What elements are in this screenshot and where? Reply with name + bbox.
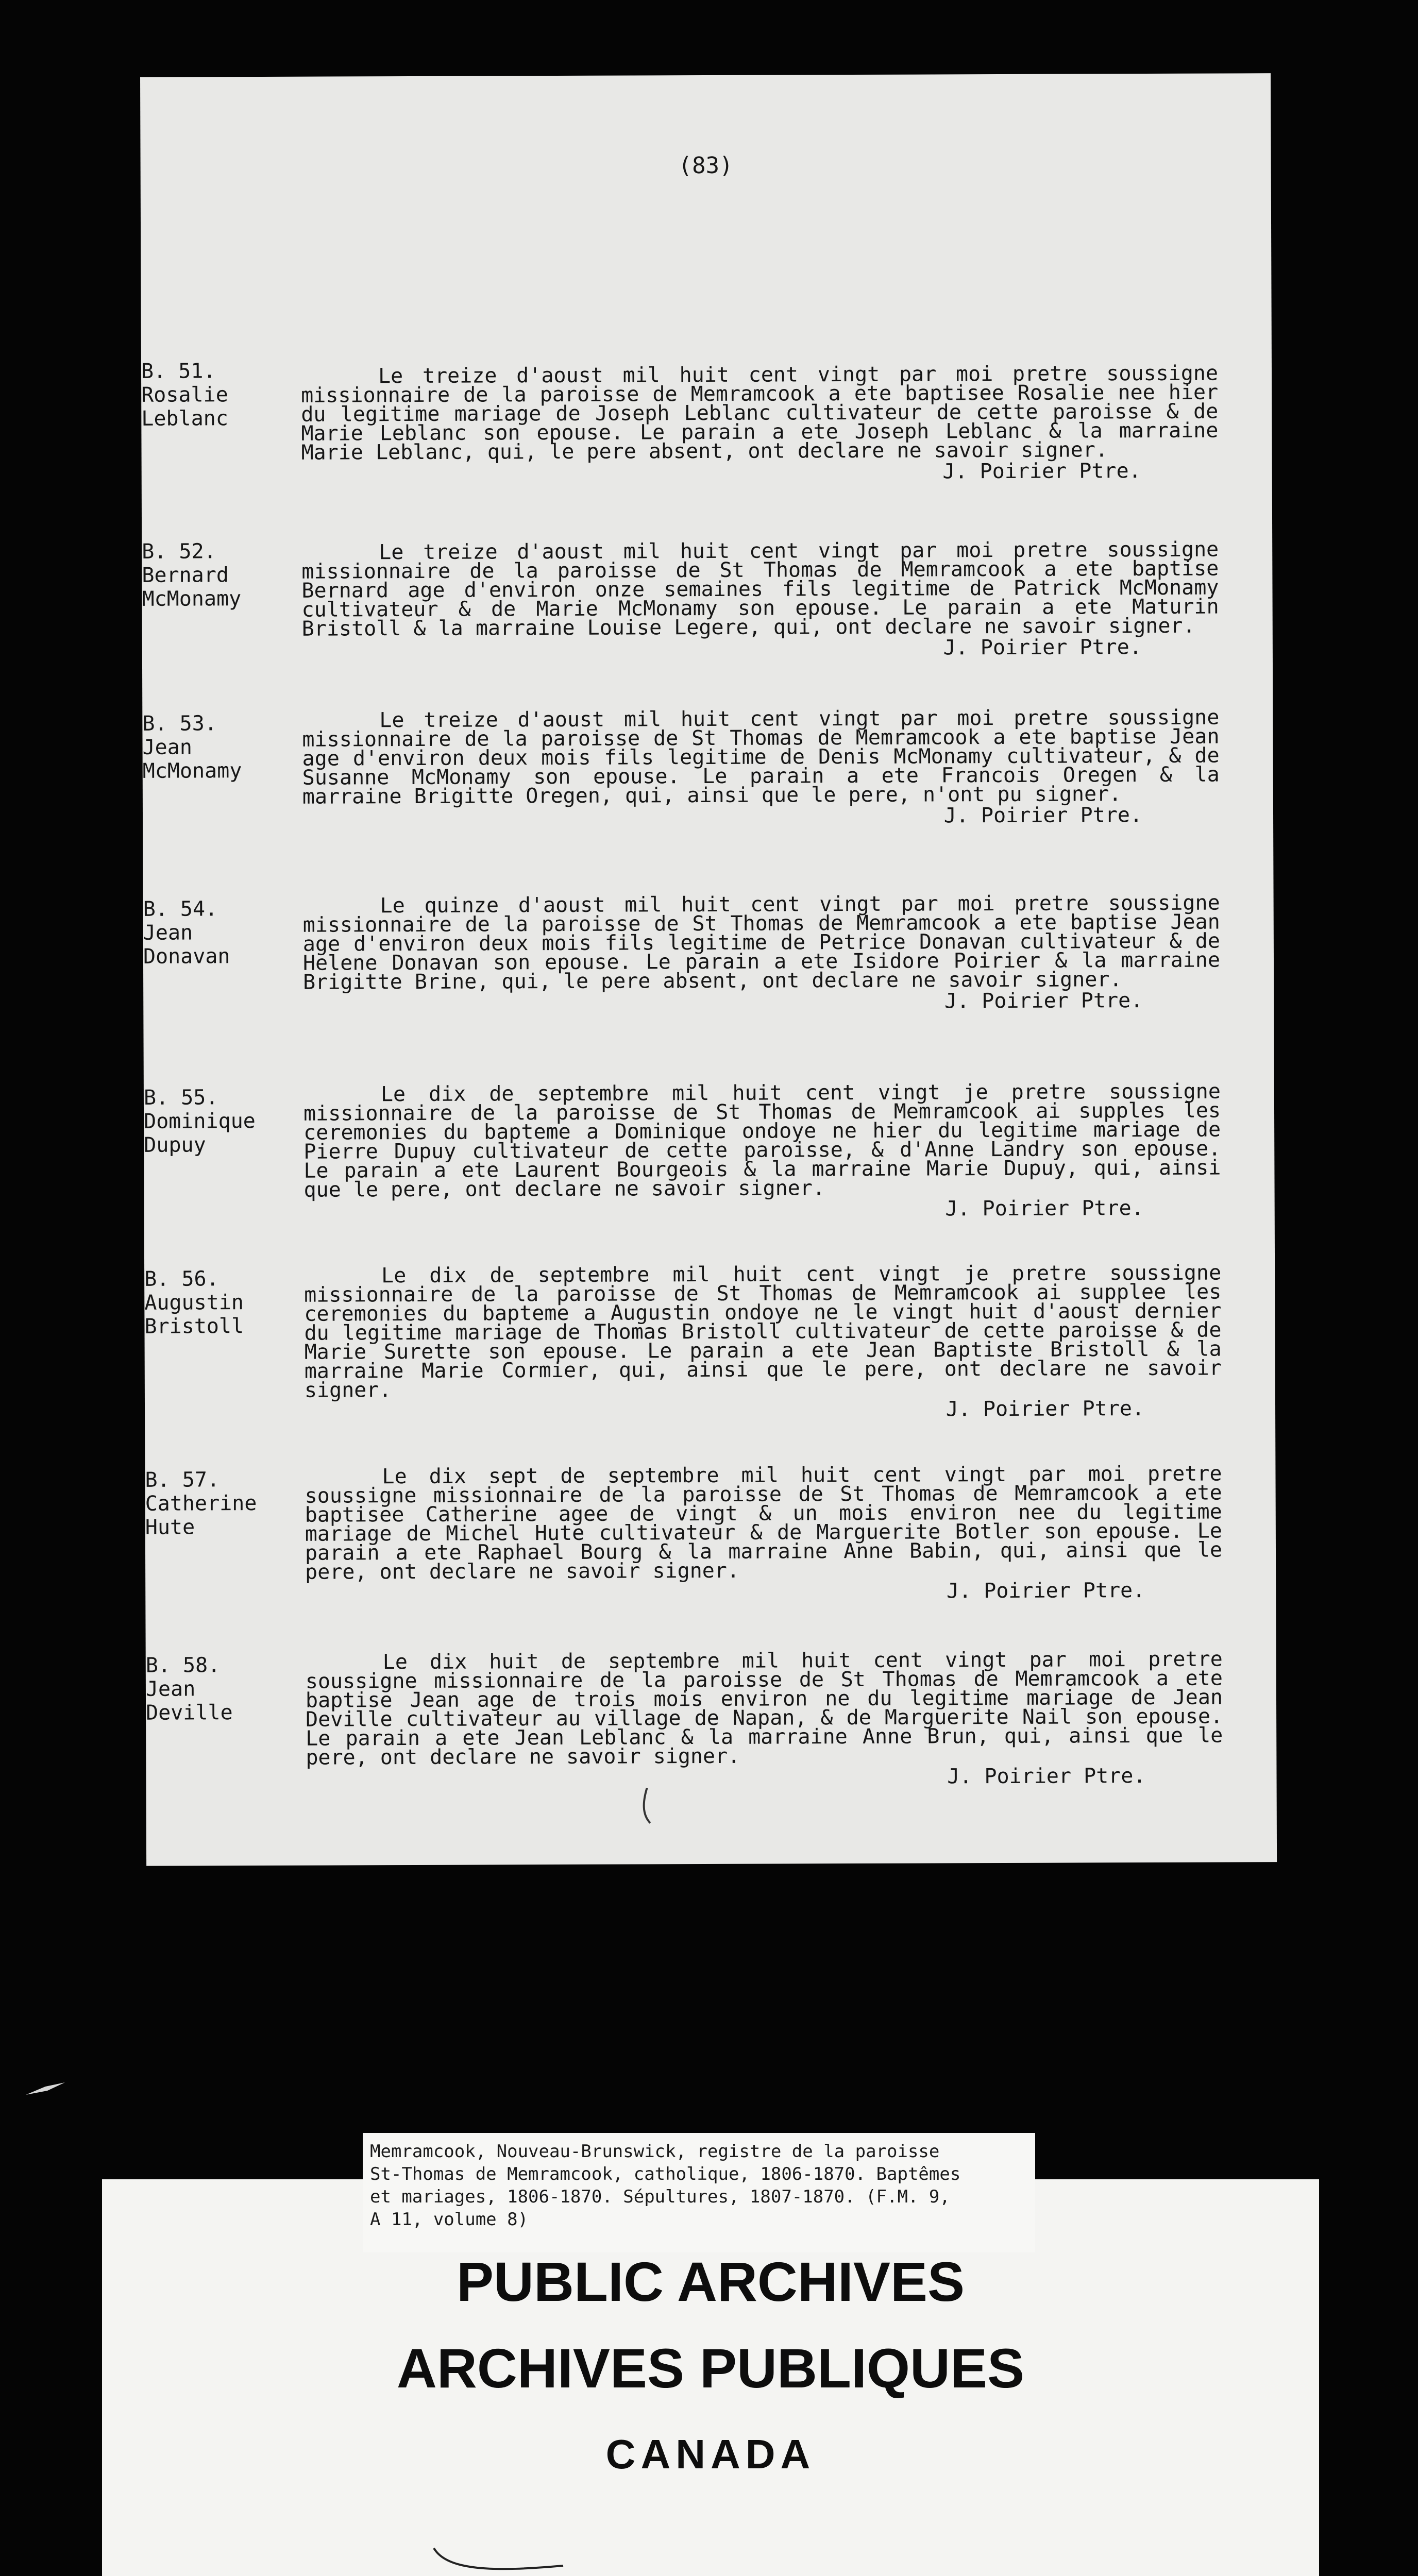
stray-mark [25, 2081, 66, 2097]
priest-signature: J. Poirier Ptre. [945, 1196, 1144, 1221]
baptism-record [145, 1462, 1275, 1603]
baptism-record [142, 705, 1273, 828]
baptism-record [143, 891, 1274, 1013]
record-margin-id: B. 58. [145, 1653, 221, 1677]
record-text: Le dix huit de septembre mil huit cent vingt par moi pretre soussigne missionnaire de la paroisse de St Thomas de Memramcook a ete baptise Jean age de trois mois environ ne du legitime mariage de Jean Deville cultivateur au village de Napan, & de Marguerite Nail son epouse. Le parain a ete Jean Leblanc & la marraine Anne Brun, qui, ainsi que le pere, ont declare ne savoir signer. [305, 1647, 1223, 1770]
label-line: A 11, volume 8) [370, 2209, 529, 2230]
record-text: Le treize d'aoust mil huit cent vingt par moi pretre soussigne missionnaire de la paroisse de Memramcook a ete baptisee Rosalie nee hier du legitime mariage de Joseph Leblanc cultivateur de cette paroisse & de Marie Leblanc son epouse. Le parain a ete Joseph Leblanc & la marraine Marie Leblanc, qui, le pere absent, ont declare ne savoir signer. [301, 361, 1219, 465]
record-margin-id: B. 57. [145, 1468, 220, 1492]
record-margin-name: Jean Deville [145, 1677, 233, 1725]
record-margin-id: B. 53. [142, 711, 217, 736]
record-margin-name: Jean Donavan [143, 921, 230, 969]
page-number: (83) [678, 152, 733, 179]
label-line: Memramcook, Nouveau-Brunswick, registre de la paroisse [370, 2141, 940, 2162]
priest-signature: J. Poirier Ptre. [947, 1764, 1146, 1789]
priest-signature: J. Poirier Ptre. [942, 459, 1141, 484]
archive-country: CANADA [605, 2431, 816, 2477]
baptism-record [141, 355, 1272, 484]
record-margin-id: B. 55. [143, 1086, 218, 1110]
baptism-record [145, 1647, 1276, 1789]
priest-signature: J. Poirier Ptre. [946, 1579, 1145, 1603]
record-body [303, 1079, 1221, 1221]
pen-stroke-mark [636, 1786, 656, 1827]
label-line: et mariages, 1806-1870. Sépultures, 1807-1870. (F.M. 9, [370, 2187, 950, 2207]
baptism-record [143, 1079, 1274, 1221]
record-body [302, 891, 1221, 1013]
record-body [301, 361, 1219, 484]
register-page [140, 73, 1277, 1866]
record-margin-id: B. 51. [141, 359, 216, 383]
priest-signature: J. Poirier Ptre. [943, 803, 1143, 828]
record-margin-name: Bernard McMonamy [142, 563, 242, 611]
record-margin-name: Jean McMonamy [142, 735, 242, 783]
card-pen-mark [432, 2545, 566, 2576]
record-margin-id: B. 52. [142, 539, 216, 564]
record-text: Le dix de septembre mil huit cent vingt je pretre soussigne missionnaire de la paroisse de St Thomas de Memramcook ai supplee les ceremonies du bapteme a Augustin ondoye ne le vingt huit d'aoust dernier du legitime mariage de Thomas Bristoll cultivateur de cette paroisse & de Marie Surette son epouse. Le parain a ete Jean Baptiste Bristoll & la marraine Marie Cormier, qui, ainsi que le pere, ont declare ne savoir signer. [304, 1261, 1222, 1402]
record-body [304, 1261, 1222, 1421]
record-margin-name: Augustin Bristoll [144, 1291, 244, 1338]
baptism-record [142, 536, 1272, 660]
record-text: Le dix sept de septembre mil huit cent vingt par moi pretre soussigne missionnaire de la paroisse de St Thomas de Memramcook a ete baptisee Catherine agee de vingt & un mois environ nee du legitime mariage de Michel Hute cultivateur & de Marguerite Botler son epouse. Le parain a ete Raphael Bourg & la marraine Anne Babin, qui, ainsi que le pere, ont declare ne savoir signer. [305, 1462, 1223, 1584]
record-margin-id: B. 54. [143, 897, 218, 921]
record-text: Le treize d'aoust mil huit cent vingt par moi pretre soussigne missionnaire de la paroisse de St Thomas de Memramcook a ete baptise Bernard age d'environ onze semaines fils legitime de Patrick McMonamy cultivateur & de Marie McMonamy son epouse. Le parain a ete Maturin Bristoll & la marraine Louise Legere, qui, ont declare ne savoir signer. [301, 537, 1219, 641]
record-text: Le quinze d'aoust mil huit cent vingt par moi pretre soussigne missionnaire de la paroisse de St Thomas de Memramcook a ete baptise Jean age d'environ deux mois fils legitime de Petrice Donavan cultivateur & de Helene Donavan son epouse. Le parain a ete Isidore Poirier & la marraine Brigitte Brine, qui, le pere absent, ont declare ne savoir signer. [302, 891, 1221, 994]
record-margin-name: Catherine Hute [145, 1492, 257, 1539]
label-line: St-Thomas de Memramcook, catholique, 1806-1870. Baptêmes [370, 2164, 961, 2184]
priest-signature: J. Poirier Ptre. [944, 989, 1143, 1013]
archive-title-english: PUBLIC ARCHIVES [456, 2250, 965, 2313]
record-margin-name: Rosalie Leblanc [141, 383, 228, 431]
archive-reference-label [363, 2133, 1035, 2252]
record-body [305, 1647, 1223, 1789]
priest-signature: J. Poirier Ptre. [943, 635, 1142, 660]
record-body [301, 537, 1219, 660]
priest-signature: J. Poirier Ptre. [946, 1397, 1145, 1421]
record-text: Le dix de septembre mil huit cent vingt je pretre soussigne missionnaire de la paroisse de St Thomas de Memramcook ai supples les ceremonies du bapteme a Dominique ondoye ne hier du legitime mariage de Pierre Dupuy cultivateur de cette paroisse, & d'Anne Landry son epouse. Le parain a ete Laurent Bourgeois & la marraine Marie Dupuy, qui, ainsi que le pere, ont declare ne savoir signer. [303, 1079, 1221, 1202]
record-margin-id: B. 56. [144, 1267, 219, 1291]
baptism-record [144, 1261, 1275, 1421]
record-text: Le treize d'aoust mil huit cent vingt par moi pretre soussigne missionnaire de la paroisse de St Thomas de Memramcook a ete baptise Jean age d'environ deux mois fils legitime de Denis McMonamy cultivateur, & de Susanne McMonamy son epouse. Le parain a ete Francois Oregen & la marraine Brigitte Oregen, qui, ainsi que le pere, n'ont pu signer. [302, 705, 1220, 809]
record-body [302, 705, 1220, 828]
archive-title-french: ARCHIVES PUBLIQUES [396, 2337, 1025, 2399]
record-body [305, 1462, 1223, 1603]
record-margin-name: Dominique Dupuy [144, 1109, 256, 1157]
